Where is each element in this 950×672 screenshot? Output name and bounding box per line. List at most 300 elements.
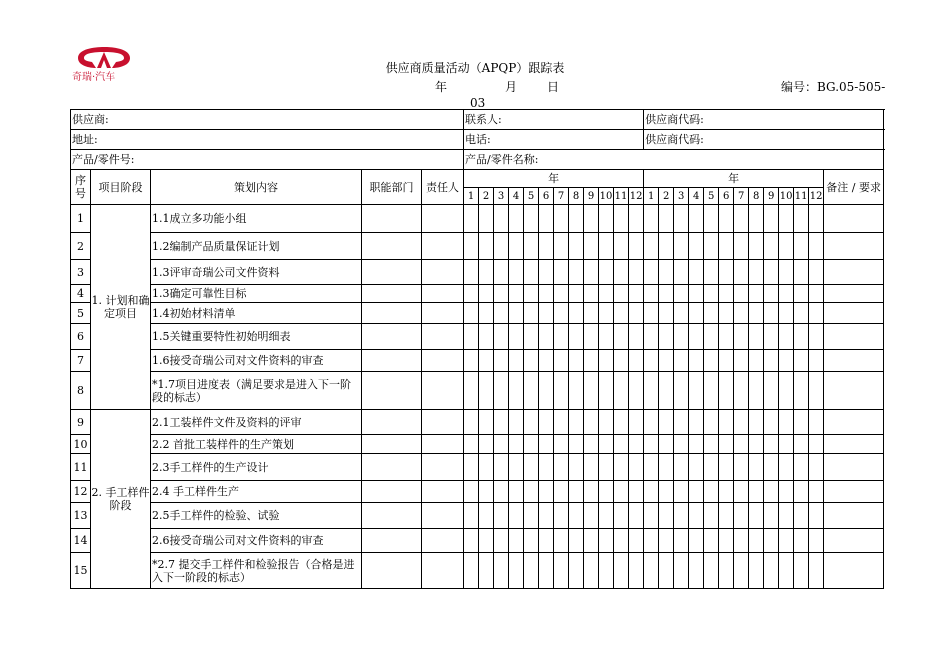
month-cell[interactable] — [749, 435, 764, 454]
month-cell[interactable] — [569, 372, 584, 410]
dept-cell[interactable] — [362, 324, 422, 350]
month-cell[interactable] — [584, 454, 599, 481]
month-cell[interactable] — [524, 324, 539, 350]
month-cell[interactable] — [644, 260, 659, 285]
month-cell[interactable] — [614, 529, 629, 553]
month-cell[interactable] — [719, 454, 734, 481]
dept-cell[interactable] — [362, 553, 422, 589]
month-cell[interactable] — [719, 372, 734, 410]
month-cell[interactable] — [674, 410, 689, 435]
month-cell[interactable] — [479, 435, 494, 454]
month-cell[interactable] — [809, 285, 824, 303]
month-cell[interactable] — [734, 285, 749, 303]
month-cell[interactable] — [794, 503, 809, 529]
month-cell[interactable] — [704, 285, 719, 303]
month-cell[interactable] — [764, 233, 779, 260]
month-cell[interactable] — [794, 205, 809, 233]
month-cell[interactable] — [539, 233, 554, 260]
month-cell[interactable] — [524, 372, 539, 410]
month-cell[interactable] — [749, 410, 764, 435]
month-cell[interactable] — [719, 233, 734, 260]
remarks-cell[interactable] — [824, 529, 884, 553]
month-cell[interactable] — [599, 529, 614, 553]
month-cell[interactable] — [629, 303, 644, 324]
month-cell[interactable] — [674, 553, 689, 589]
month-cell[interactable] — [659, 324, 674, 350]
month-cell[interactable] — [644, 454, 659, 481]
month-cell[interactable] — [479, 233, 494, 260]
month-cell[interactable] — [554, 481, 569, 503]
month-cell[interactable] — [644, 303, 659, 324]
month-cell[interactable] — [704, 350, 719, 372]
month-cell[interactable] — [719, 205, 734, 233]
month-cell[interactable] — [689, 481, 704, 503]
month-cell[interactable] — [554, 503, 569, 529]
month-cell[interactable] — [554, 553, 569, 589]
month-cell[interactable] — [779, 454, 794, 481]
owner-cell[interactable] — [422, 285, 464, 303]
month-cell[interactable] — [494, 303, 509, 324]
month-cell[interactable] — [599, 503, 614, 529]
month-cell[interactable] — [674, 303, 689, 324]
remarks-cell[interactable] — [824, 350, 884, 372]
month-cell[interactable] — [734, 435, 749, 454]
month-cell[interactable] — [644, 503, 659, 529]
month-cell[interactable] — [704, 260, 719, 285]
month-cell[interactable] — [524, 285, 539, 303]
month-cell[interactable] — [494, 553, 509, 589]
month-cell[interactable] — [674, 529, 689, 553]
month-cell[interactable] — [554, 233, 569, 260]
remarks-cell[interactable] — [824, 481, 884, 503]
month-cell[interactable] — [479, 285, 494, 303]
month-cell[interactable] — [764, 410, 779, 435]
month-cell[interactable] — [494, 454, 509, 481]
month-cell[interactable] — [749, 233, 764, 260]
month-cell[interactable] — [779, 372, 794, 410]
remarks-cell[interactable] — [824, 454, 884, 481]
month-cell[interactable] — [584, 410, 599, 435]
month-cell[interactable] — [479, 260, 494, 285]
address-field[interactable]: 地址: — [71, 130, 464, 150]
month-cell[interactable] — [584, 324, 599, 350]
dept-cell[interactable] — [362, 435, 422, 454]
owner-cell[interactable] — [422, 481, 464, 503]
month-cell[interactable] — [659, 205, 674, 233]
month-cell[interactable] — [734, 233, 749, 260]
month-cell[interactable] — [809, 553, 824, 589]
month-cell[interactable] — [629, 233, 644, 260]
month-cell[interactable] — [644, 435, 659, 454]
month-cell[interactable] — [809, 503, 824, 529]
month-cell[interactable] — [509, 324, 524, 350]
month-cell[interactable] — [644, 481, 659, 503]
month-cell[interactable] — [689, 205, 704, 233]
month-cell[interactable] — [794, 233, 809, 260]
month-cell[interactable] — [809, 435, 824, 454]
month-cell[interactable] — [479, 529, 494, 553]
owner-cell[interactable] — [422, 454, 464, 481]
dept-cell[interactable] — [362, 285, 422, 303]
month-cell[interactable] — [494, 481, 509, 503]
month-cell[interactable] — [524, 503, 539, 529]
dept-cell[interactable] — [362, 205, 422, 233]
month-cell[interactable] — [704, 435, 719, 454]
month-cell[interactable] — [764, 205, 779, 233]
month-cell[interactable] — [734, 410, 749, 435]
month-cell[interactable] — [464, 372, 479, 410]
month-cell[interactable] — [569, 233, 584, 260]
dept-cell[interactable] — [362, 350, 422, 372]
month-cell[interactable] — [719, 529, 734, 553]
month-cell[interactable] — [734, 303, 749, 324]
month-cell[interactable] — [614, 303, 629, 324]
remarks-cell[interactable] — [824, 553, 884, 589]
month-cell[interactable] — [509, 285, 524, 303]
dept-cell[interactable] — [362, 529, 422, 553]
month-cell[interactable] — [599, 303, 614, 324]
dept-cell[interactable] — [362, 372, 422, 410]
part-name-field[interactable]: 产品/零件名称: — [464, 150, 884, 170]
month-cell[interactable] — [599, 435, 614, 454]
month-cell[interactable] — [479, 454, 494, 481]
owner-cell[interactable] — [422, 350, 464, 372]
month-cell[interactable] — [674, 285, 689, 303]
month-cell[interactable] — [644, 205, 659, 233]
month-cell[interactable] — [674, 260, 689, 285]
month-cell[interactable] — [569, 205, 584, 233]
month-cell[interactable] — [599, 350, 614, 372]
month-cell[interactable] — [689, 553, 704, 589]
month-cell[interactable] — [794, 529, 809, 553]
month-cell[interactable] — [749, 205, 764, 233]
owner-cell[interactable] — [422, 233, 464, 260]
month-cell[interactable] — [614, 350, 629, 372]
month-cell[interactable] — [794, 553, 809, 589]
month-cell[interactable] — [689, 435, 704, 454]
dept-cell[interactable] — [362, 503, 422, 529]
dept-cell[interactable] — [362, 454, 422, 481]
month-cell[interactable] — [794, 410, 809, 435]
month-cell[interactable] — [599, 205, 614, 233]
month-cell[interactable] — [704, 303, 719, 324]
month-cell[interactable] — [569, 435, 584, 454]
phone-field[interactable]: 电话: — [464, 130, 644, 150]
month-cell[interactable] — [614, 503, 629, 529]
month-cell[interactable] — [644, 324, 659, 350]
month-cell[interactable] — [539, 350, 554, 372]
remarks-cell[interactable] — [824, 285, 884, 303]
month-cell[interactable] — [584, 260, 599, 285]
month-cell[interactable] — [689, 410, 704, 435]
month-cell[interactable] — [734, 503, 749, 529]
month-cell[interactable] — [734, 324, 749, 350]
month-cell[interactable] — [734, 454, 749, 481]
month-cell[interactable] — [509, 410, 524, 435]
remarks-cell[interactable] — [824, 233, 884, 260]
month-cell[interactable] — [794, 372, 809, 410]
month-cell[interactable] — [794, 481, 809, 503]
month-cell[interactable] — [809, 233, 824, 260]
month-cell[interactable] — [464, 260, 479, 285]
month-cell[interactable] — [704, 372, 719, 410]
month-cell[interactable] — [659, 503, 674, 529]
month-cell[interactable] — [464, 435, 479, 454]
month-cell[interactable] — [629, 410, 644, 435]
month-cell[interactable] — [539, 303, 554, 324]
month-cell[interactable] — [509, 454, 524, 481]
owner-cell[interactable] — [422, 303, 464, 324]
month-cell[interactable] — [554, 260, 569, 285]
month-cell[interactable] — [749, 324, 764, 350]
month-cell[interactable] — [674, 435, 689, 454]
month-cell[interactable] — [479, 205, 494, 233]
month-cell[interactable] — [539, 454, 554, 481]
month-cell[interactable] — [479, 503, 494, 529]
month-cell[interactable] — [524, 233, 539, 260]
supplier-code-field[interactable]: 供应商代码: — [644, 110, 884, 130]
month-cell[interactable] — [524, 205, 539, 233]
month-cell[interactable] — [479, 350, 494, 372]
month-cell[interactable] — [539, 503, 554, 529]
month-cell[interactable] — [734, 205, 749, 233]
remarks-cell[interactable] — [824, 205, 884, 233]
month-cell[interactable] — [599, 372, 614, 410]
month-cell[interactable] — [749, 285, 764, 303]
month-cell[interactable] — [539, 410, 554, 435]
month-cell[interactable] — [764, 285, 779, 303]
remarks-cell[interactable] — [824, 435, 884, 454]
dept-cell[interactable] — [362, 303, 422, 324]
remarks-cell[interactable] — [824, 324, 884, 350]
month-cell[interactable] — [569, 553, 584, 589]
month-cell[interactable] — [509, 233, 524, 260]
month-cell[interactable] — [584, 285, 599, 303]
dept-cell[interactable] — [362, 233, 422, 260]
month-cell[interactable] — [629, 205, 644, 233]
month-cell[interactable] — [764, 324, 779, 350]
month-cell[interactable] — [464, 233, 479, 260]
month-cell[interactable] — [704, 553, 719, 589]
month-cell[interactable] — [689, 529, 704, 553]
month-cell[interactable] — [749, 260, 764, 285]
month-cell[interactable] — [464, 303, 479, 324]
month-cell[interactable] — [719, 260, 734, 285]
month-cell[interactable] — [479, 372, 494, 410]
month-cell[interactable] — [614, 324, 629, 350]
supplier-field[interactable]: 供应商: — [71, 110, 464, 130]
month-cell[interactable] — [554, 529, 569, 553]
month-cell[interactable] — [614, 435, 629, 454]
month-cell[interactable] — [674, 324, 689, 350]
month-cell[interactable] — [494, 435, 509, 454]
month-cell[interactable] — [764, 481, 779, 503]
month-cell[interactable] — [659, 285, 674, 303]
month-cell[interactable] — [539, 529, 554, 553]
owner-cell[interactable] — [422, 529, 464, 553]
month-cell[interactable] — [659, 372, 674, 410]
month-cell[interactable] — [464, 553, 479, 589]
month-cell[interactable] — [464, 285, 479, 303]
month-cell[interactable] — [539, 481, 554, 503]
month-cell[interactable] — [569, 260, 584, 285]
month-cell[interactable] — [494, 503, 509, 529]
month-cell[interactable] — [599, 481, 614, 503]
month-cell[interactable] — [584, 350, 599, 372]
dept-cell[interactable] — [362, 410, 422, 435]
month-cell[interactable] — [719, 350, 734, 372]
month-cell[interactable] — [734, 481, 749, 503]
remarks-cell[interactable] — [824, 503, 884, 529]
month-cell[interactable] — [704, 205, 719, 233]
month-cell[interactable] — [569, 410, 584, 435]
month-cell[interactable] — [494, 324, 509, 350]
month-cell[interactable] — [779, 260, 794, 285]
month-cell[interactable] — [509, 260, 524, 285]
month-cell[interactable] — [569, 529, 584, 553]
month-cell[interactable] — [494, 233, 509, 260]
month-cell[interactable] — [524, 481, 539, 503]
month-cell[interactable] — [779, 324, 794, 350]
month-cell[interactable] — [509, 372, 524, 410]
month-cell[interactable] — [659, 233, 674, 260]
month-cell[interactable] — [659, 435, 674, 454]
month-cell[interactable] — [599, 324, 614, 350]
month-cell[interactable] — [749, 350, 764, 372]
month-cell[interactable] — [479, 481, 494, 503]
month-cell[interactable] — [524, 260, 539, 285]
month-cell[interactable] — [494, 410, 509, 435]
month-cell[interactable] — [539, 435, 554, 454]
month-cell[interactable] — [584, 529, 599, 553]
month-cell[interactable] — [554, 205, 569, 233]
month-cell[interactable] — [629, 529, 644, 553]
month-cell[interactable] — [614, 372, 629, 410]
month-cell[interactable] — [779, 303, 794, 324]
month-cell[interactable] — [779, 529, 794, 553]
month-cell[interactable] — [779, 233, 794, 260]
month-cell[interactable] — [809, 324, 824, 350]
month-cell[interactable] — [554, 435, 569, 454]
month-cell[interactable] — [464, 529, 479, 553]
month-cell[interactable] — [734, 350, 749, 372]
remarks-cell[interactable] — [824, 260, 884, 285]
month-cell[interactable] — [584, 205, 599, 233]
remarks-cell[interactable] — [824, 303, 884, 324]
month-cell[interactable] — [569, 303, 584, 324]
month-cell[interactable] — [539, 553, 554, 589]
month-cell[interactable] — [494, 205, 509, 233]
month-cell[interactable] — [794, 454, 809, 481]
month-cell[interactable] — [809, 454, 824, 481]
month-cell[interactable] — [644, 410, 659, 435]
month-cell[interactable] — [764, 553, 779, 589]
owner-cell[interactable] — [422, 260, 464, 285]
month-cell[interactable] — [599, 260, 614, 285]
owner-cell[interactable] — [422, 553, 464, 589]
month-cell[interactable] — [764, 503, 779, 529]
month-cell[interactable] — [614, 260, 629, 285]
month-cell[interactable] — [764, 260, 779, 285]
month-cell[interactable] — [719, 324, 734, 350]
month-cell[interactable] — [494, 285, 509, 303]
month-cell[interactable] — [749, 481, 764, 503]
month-cell[interactable] — [644, 350, 659, 372]
month-cell[interactable] — [464, 454, 479, 481]
month-cell[interactable] — [584, 435, 599, 454]
month-cell[interactable] — [584, 481, 599, 503]
month-cell[interactable] — [584, 372, 599, 410]
month-cell[interactable] — [779, 205, 794, 233]
month-cell[interactable] — [749, 529, 764, 553]
owner-cell[interactable] — [422, 435, 464, 454]
month-cell[interactable] — [494, 529, 509, 553]
month-cell[interactable] — [719, 503, 734, 529]
month-cell[interactable] — [524, 435, 539, 454]
month-cell[interactable] — [764, 372, 779, 410]
month-cell[interactable] — [569, 503, 584, 529]
month-cell[interactable] — [629, 350, 644, 372]
month-cell[interactable] — [779, 481, 794, 503]
month-cell[interactable] — [779, 350, 794, 372]
month-cell[interactable] — [704, 503, 719, 529]
month-cell[interactable] — [689, 303, 704, 324]
month-cell[interactable] — [479, 410, 494, 435]
month-cell[interactable] — [509, 435, 524, 454]
month-cell[interactable] — [719, 435, 734, 454]
month-cell[interactable] — [809, 205, 824, 233]
dept-cell[interactable] — [362, 481, 422, 503]
month-cell[interactable] — [689, 285, 704, 303]
month-cell[interactable] — [539, 372, 554, 410]
month-cell[interactable] — [554, 350, 569, 372]
contact-field[interactable]: 联系人: — [464, 110, 644, 130]
remarks-cell[interactable] — [824, 372, 884, 410]
month-cell[interactable] — [524, 350, 539, 372]
owner-cell[interactable] — [422, 324, 464, 350]
month-cell[interactable] — [629, 372, 644, 410]
month-cell[interactable] — [674, 481, 689, 503]
month-cell[interactable] — [764, 303, 779, 324]
month-cell[interactable] — [689, 454, 704, 481]
month-cell[interactable] — [569, 285, 584, 303]
month-cell[interactable] — [719, 303, 734, 324]
month-cell[interactable] — [599, 454, 614, 481]
month-cell[interactable] — [674, 454, 689, 481]
month-cell[interactable] — [659, 303, 674, 324]
owner-cell[interactable] — [422, 503, 464, 529]
month-cell[interactable] — [764, 350, 779, 372]
month-cell[interactable] — [704, 454, 719, 481]
month-cell[interactable] — [584, 553, 599, 589]
month-cell[interactable] — [614, 481, 629, 503]
month-cell[interactable] — [494, 372, 509, 410]
month-cell[interactable] — [494, 260, 509, 285]
month-cell[interactable] — [674, 233, 689, 260]
month-cell[interactable] — [659, 260, 674, 285]
month-cell[interactable] — [734, 260, 749, 285]
month-cell[interactable] — [764, 435, 779, 454]
month-cell[interactable] — [704, 233, 719, 260]
month-cell[interactable] — [539, 260, 554, 285]
month-cell[interactable] — [479, 324, 494, 350]
month-cell[interactable] — [809, 350, 824, 372]
month-cell[interactable] — [479, 303, 494, 324]
month-cell[interactable] — [584, 233, 599, 260]
month-cell[interactable] — [689, 372, 704, 410]
month-cell[interactable] — [509, 481, 524, 503]
month-cell[interactable] — [689, 503, 704, 529]
